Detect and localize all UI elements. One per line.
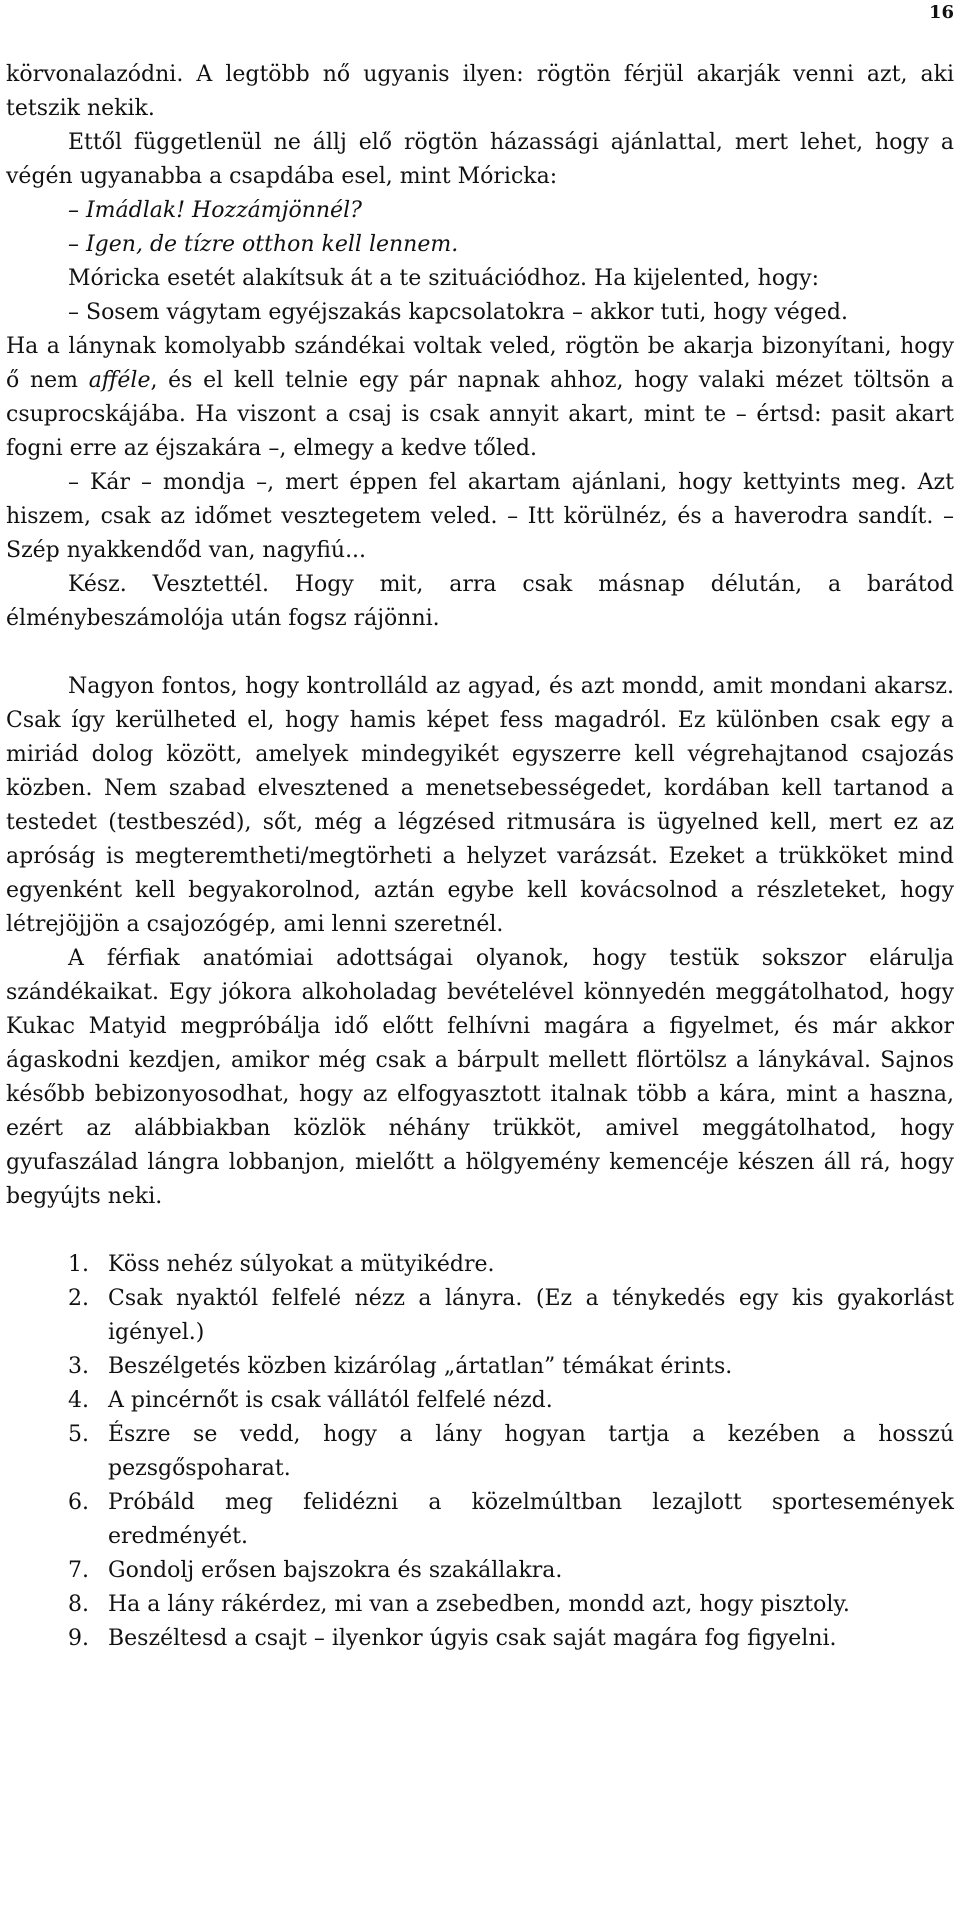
list-number: 8. [68,1592,89,1617]
paragraph: Kész. Vesztettél. Hogy mit, arra csak másnap délután, a barátod élménybeszámolója után fogsz rájönni. [6,572,954,631]
list-item [6,1418,954,1486]
list-number: 6. [68,1490,89,1515]
list-item [6,1486,954,1554]
list-text: Beszéltesd a csajt – ilyenkor úgyis csak saját magára fog figyelni. [108,1626,837,1651]
dialogue-italic: – Imádlak! Hozzámjönnél? [68,198,362,223]
list-item [6,1248,954,1282]
list-text: Ha a lány rákérdez, mi van a zsebedben, mondd azt, hogy pisztoly. [108,1592,850,1617]
list-number: 4. [68,1388,89,1413]
list-number: 9. [68,1626,89,1651]
list-text: Csak nyaktól felfelé nézz a lányra. (Ez a ténykedés egy kis gyakorlást igényel.) [108,1286,954,1345]
list-item [6,1554,954,1588]
italic-word: afféle [88,368,151,393]
list-item [6,1350,954,1384]
list-number: 3. [68,1354,89,1379]
tips-list [6,1248,954,1656]
text-segment: , és el kell telnie egy pár napnak ahhoz, hogy valaki mézet töltsön a csuprocskájába. Ha viszont a csaj is csak annyit akart, mint te – értsd: pasit akart fogni erre az éjszakára –, elmegy a kedve tőled. [6,368,955,461]
list-number: 5. [68,1422,89,1447]
dialogue-line [6,228,954,262]
list-text: Beszélgetés közben kizárólag „ártatlan” témákat érints. [108,1354,733,1379]
paragraph [6,330,954,466]
list-number: 2. [68,1286,89,1311]
dialogue-line [6,194,954,228]
list-text: Észre se vedd, hogy a lány hogyan tartja a kezében a hosszú pezsgőspoharat. [108,1422,954,1481]
list-item [6,1384,954,1418]
list-item [6,1282,954,1350]
page-number: 16 [928,2,954,23]
dialogue-line: – Sosem vágytam egyéjszakás kapcsolatokra – akkor tuti, hogy véged. [68,300,848,325]
list-item [6,1622,954,1656]
dialogue-line: – Kár – mondja –, mert éppen fel akartam ajánlani, hogy kettyints meg. Azt hiszem, csak az időmet vesztegetem veled. – Itt körülnéz, és a haverodra sandít. – Szép nyakkendőd van, nagyfiú... [6,470,954,563]
page-content [6,58,954,1656]
paragraph-continuation: körvonalazódni. A legtöbb nő ugyanis ilyen: rögtön férjül akarják venni azt, aki tetszik nekik. [6,62,954,121]
dialogue-italic: – Igen, de tízre otthon kell lennem. [68,232,459,257]
paragraph: Ettől függetlenül ne állj elő rögtön házassági ajánlattal, mert lehet, hogy a végén ugyanabba a csapdába esel, mint Móricka: [6,130,954,189]
paragraph: Nagyon fontos, hogy kontrolláld az agyad, és azt mondd, amit mondani akarsz. Csak így kerülheted el, hogy hamis képet fess magadról. Ez különben csak egy a miriád dolog között, amelyek mindegyikét egyszerre kell végrehajtanod csajozás közben. Nem szabad elvesztened a menetsebességedet, kordában kell tartanod a testedet (testbeszéd), sőt, még a légzésed ritmusára is ügyelned kell, mert ez az apróság is megteremtheti/megtörheti a helyzet varázsát. Ezeket a trükköket mind egyenként kell begyakorolnod, aztán egybe kell kovácsolnod a részleteket, hogy létrejöjjön a csajozógép, ami lenni szeretnél. [6,674,954,937]
list-number: 1. [68,1252,89,1277]
list-text: A pincérnőt is csak vállától felfelé nézd. [108,1388,553,1413]
paragraph: A férfiak anatómiai adottságai olyanok, hogy testük sokszor elárulja szándékaikat. Egy jókora alkoholadag bevételével könnyedén meggátolhatod, hogy Kukac Matyid megpróbálja idő előtt felhívni magára a figyelmet, és már akkor ágaskodni kezdjen, amikor még csak a bárpult mellett flörtölsz a lánykával. Sajnos később bebizonyosodhat, hogy az elfogyasztott italnak több a kára, mint a haszna, ezért az alábbiakban közlök néhány trükköt, amivel meggátolhatod, hogy gyufaszálad lángra lobbanjon, mielőtt a hölgyemény kemencéje készen áll rá, hogy begyújts neki. [6,946,954,1209]
list-text: Köss nehéz súlyokat a mütyikédre. [108,1252,495,1277]
list-number: 7. [68,1558,89,1583]
text-segment: Ha a lánynak komolyabb szándékai voltak veled, rögtön be akarja bizonyítani, hogy ő nem [6,334,954,393]
list-item [6,1588,954,1622]
list-text: Gondolj erősen bajszokra és szakállakra. [108,1558,563,1583]
list-text: Próbáld meg felidézni a közelmúltban lezajlott sportesemények eredményét. [108,1490,954,1549]
paragraph: Móricka esetét alakítsuk át a te szituációdhoz. Ha kijelented, hogy: [68,266,819,291]
